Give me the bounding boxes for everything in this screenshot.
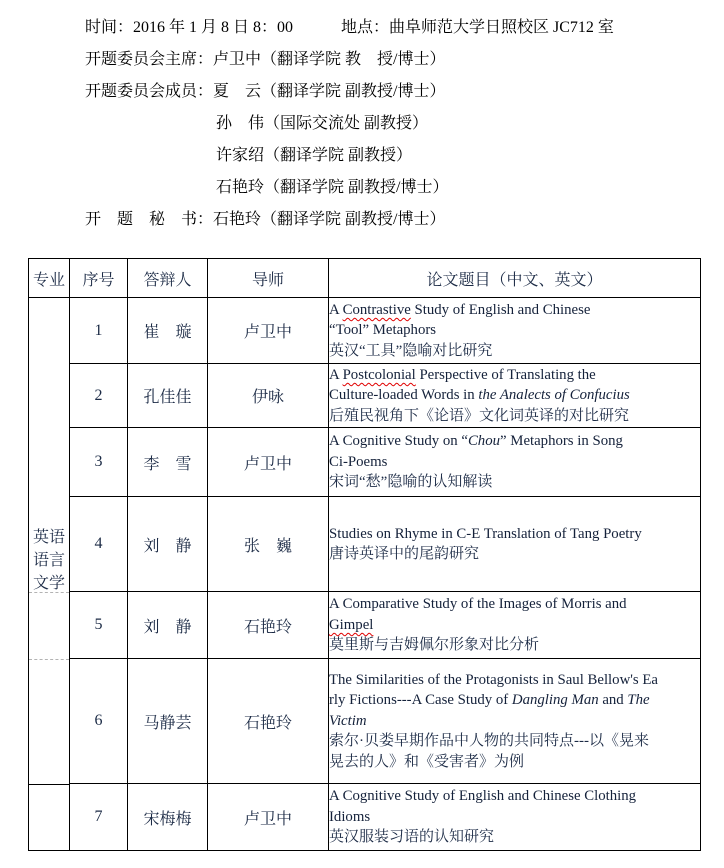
title-line (329, 594, 700, 615)
title-lines (329, 431, 700, 493)
table-row (29, 298, 701, 364)
title-line (329, 385, 700, 406)
title-line (329, 711, 700, 732)
merged-cell-gridline-solid (29, 784, 69, 785)
title-lines (329, 670, 700, 773)
misspelled-word: Contrastive (342, 301, 411, 318)
title-line (329, 635, 700, 656)
cell-no: 5 (70, 592, 128, 659)
time-location-line (85, 12, 705, 44)
cell-defender: 刘 静 (128, 592, 208, 659)
title-line (329, 615, 700, 636)
text-run: “Tool” Metaphors (329, 322, 437, 339)
text-run: Ci-Poems (329, 453, 388, 470)
title-lines (329, 365, 700, 427)
text-run: 唐诗英译中的尾韵研究 (329, 546, 480, 562)
table-row (29, 592, 701, 659)
cell-defender: 李 雪 (128, 428, 208, 497)
cell-advisor: 石艳玲 (208, 659, 329, 784)
cell-defender: 崔 璇 (128, 298, 208, 364)
info-line: 孙 伟（国际交流处 副教授） (216, 115, 429, 132)
cell-title (329, 364, 701, 428)
text-run: Chou (467, 433, 501, 450)
title-lines (329, 594, 700, 656)
title-line (329, 341, 700, 362)
title-lines (329, 786, 700, 848)
major-label-line: 英语 (32, 529, 65, 546)
title-line (329, 365, 700, 386)
text-run: Dangling Man (511, 692, 599, 709)
cell-title (329, 592, 701, 659)
header-title: 论文题目（中文、英文） (329, 259, 701, 298)
cell-defender: 宋梅梅 (128, 784, 208, 851)
table-row (29, 364, 701, 428)
misspelled-word: Postcolonial (342, 366, 416, 383)
title-line (329, 670, 700, 691)
cell-defender: 马静芸 (128, 659, 208, 784)
info-lines (85, 44, 705, 236)
title-lines (329, 524, 700, 565)
major-label (29, 526, 69, 595)
text-run: 晃去的人》和《受害者》为例 (329, 753, 525, 770)
defense-schedule-table (28, 258, 701, 851)
cell-no: 7 (70, 784, 128, 851)
table-row (29, 784, 701, 851)
table-row (29, 428, 701, 497)
text-run: A Cognitive Study of English and Chinese Clothing (329, 788, 637, 805)
title-lines (329, 300, 700, 362)
cell-advisor: 卢卫中 (208, 784, 329, 851)
title-line (329, 752, 700, 773)
cell-title (329, 497, 701, 592)
text-run: and (598, 692, 628, 709)
text-run: Idioms (329, 808, 371, 825)
info-line: 许家绍（翻译学院 副教授） (216, 147, 413, 164)
major-label-line: 语言 (32, 552, 65, 569)
info-line: 开题委员会成员：夏 云（翻译学院 副教授/博士） (85, 83, 446, 100)
title-line (329, 807, 700, 828)
text-run: Victim (329, 712, 367, 729)
text-run: rly Fictions---A Case Study of (329, 692, 512, 709)
info-line: 石艳玲（翻译学院 副教授/博士） (216, 179, 449, 196)
text-run: Culture-loaded Words in (329, 387, 479, 404)
text-run: 莫里斯与吉姆佩尔形象对比分析 (329, 637, 540, 654)
cell-no: 4 (70, 497, 128, 592)
cell-no: 1 (70, 298, 128, 364)
text-run: the Analects of Confucius (478, 387, 630, 404)
title-line (329, 544, 700, 565)
merged-cell-gridline-dashed (29, 659, 69, 660)
cell-title (329, 428, 701, 497)
cell-no: 3 (70, 428, 128, 497)
cell-title (329, 298, 701, 364)
cell-no: 2 (70, 364, 128, 428)
title-line (329, 452, 700, 473)
title-line (329, 524, 700, 545)
text-run: ” Metaphors in Song (500, 433, 623, 450)
text-run: A (329, 366, 343, 383)
cell-advisor: 卢卫中 (208, 428, 329, 497)
misspelled-word: Gimpel (329, 616, 374, 633)
header-advisor: 导师 (208, 259, 329, 298)
text-run: A Comparative Study of the Images of Morris and (329, 596, 627, 613)
header-defender: 答辩人 (128, 259, 208, 298)
text-run: 英汉“工具”隐喻对比研究 (329, 342, 493, 359)
text-run: Studies on Rhyme in C-E Translation of Tang Poetry (329, 525, 642, 542)
text-run: 宋词“愁”隐喻的认知解读 (329, 474, 493, 491)
text-run: A Cognitive Study on “ (329, 433, 468, 450)
table-row (29, 659, 701, 784)
text-run: The Similarities of the Protagonists in Saul Bellow's Ea (329, 671, 658, 688)
major-label-line: 文学 (32, 575, 65, 592)
title-line (329, 827, 700, 848)
table-body (29, 298, 701, 851)
info-line: 开题委员会主席：卢卫中（翻译学院 教 授/博士） (85, 51, 446, 68)
title-line (329, 406, 700, 427)
title-line (329, 731, 700, 752)
cell-advisor: 卢卫中 (208, 298, 329, 364)
cell-advisor: 伊咏 (208, 364, 329, 428)
text-run: A (329, 301, 343, 318)
table-row (29, 497, 701, 592)
text-run: The (627, 692, 650, 709)
header-major: 专业 (29, 259, 70, 298)
cell-title (329, 784, 701, 851)
header-no: 序号 (70, 259, 128, 298)
info-block (85, 12, 705, 236)
title-line (329, 431, 700, 452)
location-text: 地点：曲阜师范大学日照校区 JC712 室 (341, 19, 614, 36)
title-line (329, 320, 700, 341)
cell-major-merged (29, 298, 70, 851)
cell-no: 6 (70, 659, 128, 784)
text-run: Study of English and Chinese (410, 301, 591, 318)
title-line (329, 786, 700, 807)
text-run: 索尔·贝娄早期作品中人物的共同特点---以《晃来 (329, 733, 649, 750)
text-run: Perspective of Translating the (415, 366, 596, 383)
text-run: 后殖民视角下《论语》文化词英译的对比研究 (329, 407, 630, 424)
merged-cell-gridline-dashed (29, 592, 69, 593)
time-text: 时间：2016 年 1 月 8 日 8：00 (85, 19, 294, 36)
cell-advisor: 张 巍 (208, 497, 329, 592)
title-line (329, 472, 700, 493)
cell-defender: 刘 静 (128, 497, 208, 592)
info-line: 开 题 秘 书：石艳玲（翻译学院 副教授/博士） (85, 211, 446, 228)
cell-advisor: 石艳玲 (208, 592, 329, 659)
cell-defender: 孔佳佳 (128, 364, 208, 428)
title-line (329, 300, 700, 321)
table-header-row (29, 259, 701, 298)
title-line (329, 690, 700, 711)
text-run: 英汉服装习语的认知研究 (329, 829, 495, 846)
cell-title (329, 659, 701, 784)
